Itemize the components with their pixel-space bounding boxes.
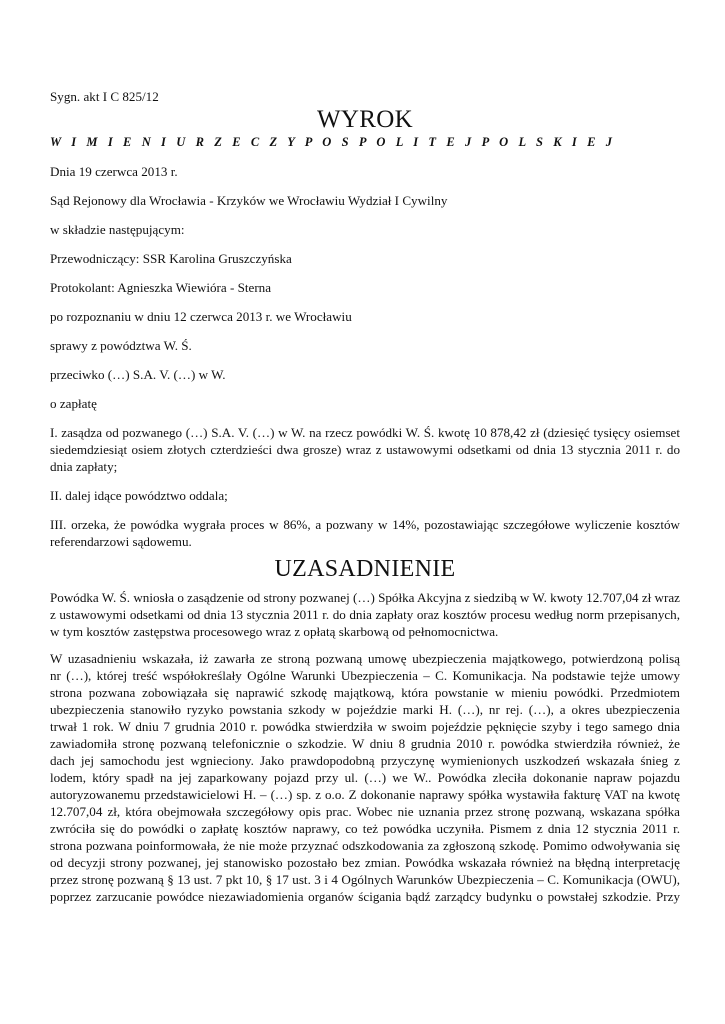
case-signature: Sygn. akt I C 825/12 (50, 89, 159, 104)
verdict-point-1-line: I. zasądza od pozwanego (…) S.A. V. (…) w W. na rzecz powódki W. Ś. kwotę 10 878,42 zł (dziesięć tysięcy osiemset (50, 425, 680, 440)
court-clerk: Protokolant: Agnieszka Wiewióra - Sterna (50, 280, 272, 295)
court-name: Sąd Rejonowy dla Wrocławia - Krzyków we Wrocławiu Wydział I Cywilny (50, 193, 448, 208)
justification-paragraph-1 (50, 589, 680, 640)
justification-line: strona pozwana poinformowała, że nie może przyznać odszkodowania za zgłoszoną szkodę. Pomimo odwoływania się (50, 838, 680, 853)
verdict-point-1 (50, 424, 680, 475)
justification-line: 12.707,04 zł, która obejmowała szczegółowy opis prac. Wobec nie uznania przez stronę pozwaną, wskazana spółka (50, 804, 680, 819)
justification-line: zwróciła się do powódki o zapłatę kosztów naprawy, co też powódka uczyniła. Pismem z dnia 12 stycznia 2011 r. (50, 821, 680, 836)
justification-paragraph-2 (50, 650, 680, 905)
justification-line: dach jej samochodu jest wgnieciony. Jako prawdopodobną przyczynę wymienionych uszkodzeń wskazała śnieg z (50, 753, 680, 768)
verdict-point-1-line: dnia zapłaty; (50, 459, 118, 474)
judgment-subtitle: W I M I E N I U R Z E C Z Y P O S P O L I T E J P O L S K I E J (50, 135, 616, 149)
verdict-point-2: II. dalej idące powództwo oddala; (50, 488, 228, 503)
justification-line: poprzez zarzucanie powódce niezawiadomienia organów ścigania bądź zarządcy budynku o powstałej szkodzie. Przy (50, 889, 680, 904)
case-plaintiff: sprawy z powództwa W. Ś. (50, 338, 192, 353)
justification-line: W uzasadnieniu wskazała, iż zawarła ze stroną pozwaną umowę ubezpieczenia majątkowego, potwierdzoną polisą (50, 651, 680, 666)
judgment-title: WYROK (317, 106, 413, 133)
chair-judge: Przewodniczący: SSR Karolina Gruszczyńska (50, 251, 292, 266)
justification-line: nr (…), której treść współokreślały Ogólne Warunki Ubezpieczenia – C. Komunikacja. Na podstawie tejże umowy (50, 668, 680, 683)
verdict-point-3-line: referendarzowi sądowemu. (50, 534, 192, 549)
justification-line: w tym kosztów zastępstwa procesowego wraz z opłatą skarbową od pełnomocnictwa. (50, 624, 499, 639)
composition-label: w składzie następującym: (50, 222, 185, 237)
document-page (50, 88, 680, 917)
justification-line: strona pozwana zobowiązała się naprawić szkodę majątkową, która powstanie w mieniu powódki. Przedmiotem (50, 685, 680, 700)
verdict-point-1-line: siedemdziesiąt osiem złotych czterdzieści dwa grosze) wraz z ustawowymi odsetkami od dnia 13 stycznia 2011 r. do (50, 442, 680, 457)
justification-line: Powódka W. Ś. wniosła o zasądzenie od strony pozwanej (…) Spółka Akcyjna z siedzibą w W. kwoty 12.707,04 zł wraz (50, 590, 680, 605)
justification-line: trwał 1 rok. W dniu 7 grudnia 2010 r. powódka stwierdziła w swoim pojeździe pęknięcie szyby i tego samego dnia (50, 719, 680, 734)
justification-line: lodem, który spadł na jej zaparkowany pojazd przy ul. (…) we W.. Powódka zleciła dokonanie napraw pojazdu (50, 770, 680, 785)
case-defendant: przeciwko (…) S.A. V. (…) w W. (50, 367, 226, 382)
justification-line: od decyzji strony pozwanej, jej stanowisko pozostało bez zmian. Powódka wskazała również na błędną interpretację (50, 855, 680, 870)
case-subject: o zapłatę (50, 396, 97, 411)
judgment-date: Dnia 19 czerwca 2013 r. (50, 164, 178, 179)
justification-line: autoryzowanemu przedstawicielowi H. – (…) sp. z o.o. Z dokonanie naprawy spółka wystawiła fakturę VAT na kwotę (50, 787, 680, 802)
justification-line: z ustawowymi odsetkami od dnia 13 stycznia 2011 r. do dnia zapłaty oraz kosztów procesu według norm przepisanych, (50, 607, 680, 622)
hearing-info: po rozpoznaniu w dniu 12 czerwca 2013 r. we Wrocławiu (50, 309, 352, 324)
verdict-point-3-line: III. orzeka, że powódka wygrała proces w 86%, a pozwany w 14%, pozostawiając szczegółowe wyliczenie kosztów (50, 517, 680, 532)
justification-line: przez stronę pozwaną § 13 ust. 7 pkt 10, § 17 ust. 3 i 4 Ogólnych Warunków Ubezpieczenia – C. Komunikacja (OWU), (50, 872, 680, 887)
justification-title: UZASADNIENIE (274, 556, 456, 582)
justification-line: zawiadomiła stronę pozwaną telefonicznie o szkodzie. W dniu 8 grudnia 2010 r. powódka stwierdziła również, że (50, 736, 680, 751)
verdict-point-3 (50, 516, 680, 550)
justification-line: ubezpieczenia stanowiło ryzyko powstania szkody w pojeździe marki H. (…), nr rej. (…), a okres ubezpieczenia (50, 702, 680, 717)
